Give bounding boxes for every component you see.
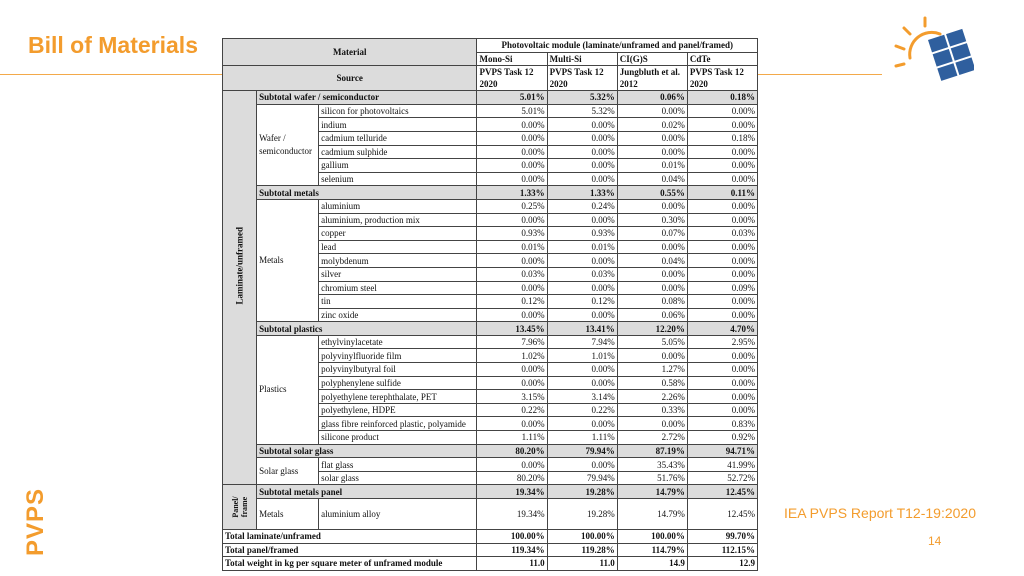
value-cell: 0.22% [547, 403, 617, 417]
value-cell: 2.26% [617, 390, 687, 404]
value-cell: 0.00% [477, 254, 547, 268]
material-name: cadmium sulphide [319, 145, 477, 159]
value-cell: 0.06% [617, 308, 687, 322]
page-number: 14 [928, 534, 942, 548]
pvps-side-label: PVPS [22, 487, 49, 556]
material-name: aluminium [319, 199, 477, 213]
column-header: CI(G)S [617, 52, 687, 66]
value-cell: 0.00% [547, 145, 617, 159]
subtotal-row [223, 91, 758, 105]
value-cell: 0.92% [687, 431, 757, 445]
panel-label-cell [223, 485, 257, 530]
group-label: Metals [257, 199, 319, 321]
table-row [223, 104, 758, 118]
source-cell: PVPS Task 12 2020 [687, 66, 757, 91]
panel-label: Panel/ frame [231, 496, 249, 518]
value-cell: 0.00% [477, 458, 547, 472]
value-cell: 7.96% [477, 335, 547, 349]
value-cell: 1.33% [477, 186, 547, 200]
subtotal-row [223, 322, 758, 336]
value-cell: 0.24% [547, 199, 617, 213]
value-cell: 0.00% [477, 376, 547, 390]
source-cell: PVPS Task 12 2020 [547, 66, 617, 91]
slide-title: Bill of Materials [28, 32, 198, 58]
value-cell: 0.58% [617, 376, 687, 390]
value-cell: 0.03% [477, 267, 547, 281]
value-cell: 14.79% [617, 499, 687, 530]
value-cell: 0.00% [617, 267, 687, 281]
material-name: ethylvinylacetate [319, 335, 477, 349]
value-cell: 0.00% [687, 308, 757, 322]
subtotal-label: Subtotal solar glass [257, 444, 477, 458]
value-cell: 12.20% [617, 322, 687, 336]
total-label: Total weight in kg per square meter of unframed module [223, 557, 477, 571]
material-name: solar glass [319, 471, 477, 485]
material-name: silver [319, 267, 477, 281]
value-cell: 5.32% [547, 91, 617, 105]
value-cell: 0.00% [477, 118, 547, 132]
value-cell: 0.01% [547, 240, 617, 254]
value-cell: 1.33% [547, 186, 617, 200]
value-cell: 12.45% [687, 485, 757, 499]
value-cell: 13.45% [477, 322, 547, 336]
material-name: chromium steel [319, 281, 477, 295]
material-name: silicone product [319, 431, 477, 445]
table-row [223, 335, 758, 349]
value-cell: 1.11% [547, 431, 617, 445]
value-cell: 0.00% [687, 403, 757, 417]
value-cell: 0.00% [477, 308, 547, 322]
total-row [223, 557, 758, 571]
material-name: indium [319, 118, 477, 132]
title-underline-right [758, 74, 882, 75]
value-cell: 100.00% [617, 530, 687, 544]
column-header: Multi-Si [547, 52, 617, 66]
value-cell: 12.9 [687, 557, 757, 571]
value-cell: 114.79% [617, 543, 687, 557]
value-cell: 94.71% [687, 444, 757, 458]
title-underline-left [0, 74, 222, 75]
value-cell: 0.12% [547, 295, 617, 309]
value-cell: 0.00% [547, 118, 617, 132]
source-header: Source [223, 66, 477, 91]
value-cell: 0.00% [617, 131, 687, 145]
material-name: copper [319, 227, 477, 241]
material-name: glass fibre reinforced plastic, polyamide [319, 417, 477, 431]
value-cell: 0.00% [547, 213, 617, 227]
value-cell: 0.00% [687, 349, 757, 363]
value-cell: 0.00% [687, 172, 757, 186]
value-cell: 0.07% [617, 227, 687, 241]
value-cell: 0.00% [687, 159, 757, 173]
material-name: flat glass [319, 458, 477, 472]
value-cell: 0.93% [547, 227, 617, 241]
value-cell: 0.00% [687, 254, 757, 268]
material-name: polyvinylfluoride film [319, 349, 477, 363]
value-cell: 0.00% [477, 159, 547, 173]
sun-solar-panel-logo-icon [892, 16, 974, 94]
laminate-label: Laminate/unframed [234, 226, 245, 305]
subtotal-label: Subtotal wafer / semiconductor [257, 91, 477, 105]
value-cell: 0.00% [687, 267, 757, 281]
value-cell: 80.20% [477, 444, 547, 458]
value-cell: 0.93% [477, 227, 547, 241]
value-cell: 0.11% [687, 186, 757, 200]
value-cell: 0.00% [547, 281, 617, 295]
value-cell: 0.00% [617, 145, 687, 159]
total-row [223, 543, 758, 557]
material-name: polyethylene terephthalate, PET [319, 390, 477, 404]
material-name: molybdenum [319, 254, 477, 268]
group-label: Solar glass [257, 458, 319, 485]
value-cell: 0.00% [687, 295, 757, 309]
material-header: Material [223, 39, 477, 66]
value-cell: 19.28% [547, 499, 617, 530]
value-cell: 19.34% [477, 499, 547, 530]
value-cell: 80.20% [477, 471, 547, 485]
value-cell: 99.70% [687, 530, 757, 544]
table-row [223, 199, 758, 213]
total-row [223, 530, 758, 544]
value-cell: 100.00% [477, 530, 547, 544]
value-cell: 0.00% [687, 104, 757, 118]
value-cell: 12.45% [687, 499, 757, 530]
value-cell: 87.19% [617, 444, 687, 458]
report-reference: IEA PVPS Report T12-19:2020 [784, 505, 976, 521]
value-cell: 1.11% [477, 431, 547, 445]
value-cell: 0.00% [617, 281, 687, 295]
subtotal-label: Subtotal metals [257, 186, 477, 200]
value-cell: 0.00% [477, 131, 547, 145]
value-cell: 0.03% [687, 227, 757, 241]
value-cell: 0.02% [617, 118, 687, 132]
material-name: selenium [319, 172, 477, 186]
value-cell: 4.70% [687, 322, 757, 336]
material-name: lead [319, 240, 477, 254]
value-cell: 14.9 [617, 557, 687, 571]
value-cell: 0.09% [687, 281, 757, 295]
value-cell: 0.00% [617, 199, 687, 213]
material-name: zinc oxide [319, 308, 477, 322]
value-cell: 0.30% [617, 213, 687, 227]
value-cell: 19.34% [477, 485, 547, 499]
value-cell: 0.00% [477, 363, 547, 377]
material-name: polyethylene, HDPE [319, 403, 477, 417]
value-cell: 0.00% [687, 363, 757, 377]
value-cell: 41.99% [687, 458, 757, 472]
module-header: Photovoltaic module (laminate/unframed and panel/framed) [477, 39, 758, 53]
value-cell: 3.15% [477, 390, 547, 404]
value-cell: 0.00% [477, 172, 547, 186]
value-cell: 51.76% [617, 471, 687, 485]
value-cell: 19.28% [547, 485, 617, 499]
value-cell: 5.01% [477, 91, 547, 105]
subtotal-row [223, 444, 758, 458]
value-cell: 0.00% [687, 118, 757, 132]
value-cell: 0.08% [617, 295, 687, 309]
value-cell: 0.00% [547, 254, 617, 268]
value-cell: 0.83% [687, 417, 757, 431]
value-cell: 119.34% [477, 543, 547, 557]
value-cell: 1.01% [547, 349, 617, 363]
subtotal-label: Subtotal plastics [257, 322, 477, 336]
value-cell: 0.00% [477, 417, 547, 431]
column-header: CdTe [687, 52, 757, 66]
value-cell: 0.01% [617, 159, 687, 173]
table-row [223, 499, 758, 530]
subtotal-row [223, 186, 758, 200]
material-name: cadmium telluride [319, 131, 477, 145]
value-cell: 14.79% [617, 485, 687, 499]
material-name: tin [319, 295, 477, 309]
value-cell: 79.94% [547, 471, 617, 485]
value-cell: 0.00% [477, 281, 547, 295]
value-cell: 1.02% [477, 349, 547, 363]
value-cell: 0.00% [687, 213, 757, 227]
value-cell: 0.00% [547, 172, 617, 186]
value-cell: 52.72% [687, 471, 757, 485]
value-cell: 0.00% [547, 308, 617, 322]
value-cell: 0.00% [547, 417, 617, 431]
source-cell: PVPS Task 12 2020 [477, 66, 547, 91]
value-cell: 13.41% [547, 322, 617, 336]
material-name: aluminium alloy [319, 499, 477, 530]
value-cell: 0.00% [477, 213, 547, 227]
value-cell: 0.25% [477, 199, 547, 213]
material-name: polyphenylene sulfide [319, 376, 477, 390]
value-cell: 0.33% [617, 403, 687, 417]
value-cell: 119.28% [547, 543, 617, 557]
value-cell: 0.00% [687, 145, 757, 159]
value-cell: 11.0 [547, 557, 617, 571]
subtotal-row [223, 485, 758, 499]
value-cell: 0.00% [547, 159, 617, 173]
value-cell: 0.00% [617, 417, 687, 431]
value-cell: 2.95% [687, 335, 757, 349]
value-cell: 0.00% [687, 240, 757, 254]
laminate-label-cell [223, 91, 257, 485]
value-cell: 0.00% [547, 376, 617, 390]
value-cell: 0.01% [477, 240, 547, 254]
value-cell: 0.00% [687, 390, 757, 404]
value-cell: 0.00% [687, 376, 757, 390]
value-cell: 1.27% [617, 363, 687, 377]
value-cell: 5.01% [477, 104, 547, 118]
value-cell: 0.00% [547, 458, 617, 472]
value-cell: 0.06% [617, 91, 687, 105]
value-cell: 0.00% [617, 240, 687, 254]
value-cell: 0.22% [477, 403, 547, 417]
column-header: Mono-Si [477, 52, 547, 66]
material-name: silicon for photovoltaics [319, 104, 477, 118]
value-cell: 0.18% [687, 91, 757, 105]
group-label: Metals [257, 499, 319, 530]
value-cell: 0.00% [687, 199, 757, 213]
value-cell: 7.94% [547, 335, 617, 349]
value-cell: 0.00% [547, 363, 617, 377]
material-name: gallium [319, 159, 477, 173]
material-name: polyvinylbutyral foil [319, 363, 477, 377]
value-cell: 0.00% [547, 131, 617, 145]
table-row [223, 458, 758, 472]
bill-of-materials-table [222, 38, 758, 571]
total-label: Total panel/framed [223, 543, 477, 557]
group-label: Wafer / semiconductor [257, 104, 319, 186]
value-cell: 100.00% [547, 530, 617, 544]
value-cell: 0.00% [477, 145, 547, 159]
subtotal-label: Subtotal metals panel [257, 485, 477, 499]
value-cell: 0.00% [617, 349, 687, 363]
value-cell: 3.14% [547, 390, 617, 404]
value-cell: 0.12% [477, 295, 547, 309]
value-cell: 0.55% [617, 186, 687, 200]
value-cell: 112.15% [687, 543, 757, 557]
value-cell: 5.32% [547, 104, 617, 118]
group-label: Plastics [257, 335, 319, 444]
value-cell: 0.03% [547, 267, 617, 281]
value-cell: 0.00% [617, 104, 687, 118]
value-cell: 35.43% [617, 458, 687, 472]
value-cell: 2.72% [617, 431, 687, 445]
material-name: aluminium, production mix [319, 213, 477, 227]
value-cell: 79.94% [547, 444, 617, 458]
value-cell: 5.05% [617, 335, 687, 349]
source-cell: Jungbluth et al. 2012 [617, 66, 687, 91]
total-label: Total laminate/unframed [223, 530, 477, 544]
value-cell: 11.0 [477, 557, 547, 571]
value-cell: 0.04% [617, 172, 687, 186]
value-cell: 0.04% [617, 254, 687, 268]
value-cell: 0.18% [687, 131, 757, 145]
